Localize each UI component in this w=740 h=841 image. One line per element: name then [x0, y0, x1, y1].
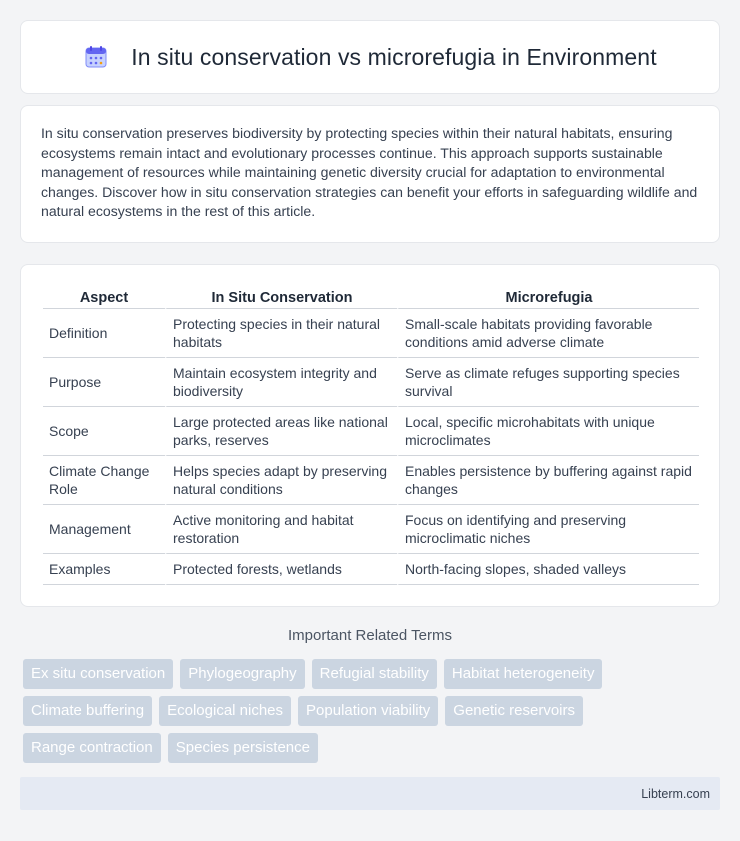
- page-title: In situ conservation vs microrefugia in Environment: [131, 43, 657, 70]
- footer-brand-link[interactable]: Libterm.com: [641, 786, 710, 801]
- table-cell: Helps species adapt by preserving natural conditions: [165, 456, 397, 505]
- table-cell: Small-scale habitats providing favorable conditions amid adverse climate: [397, 309, 699, 358]
- related-terms-title: Important Related Terms: [288, 627, 452, 644]
- table-row: [43, 309, 699, 358]
- table-cell: Focus on identifying and preserving microclimatic niches: [397, 505, 699, 554]
- table-cell: Definition: [43, 309, 165, 358]
- header-aspect: Aspect: [43, 285, 165, 309]
- table-header-row: [43, 285, 699, 309]
- related-term-tag[interactable]: Species persistence: [168, 733, 318, 763]
- table-cell: Protected forests, wetlands: [165, 554, 397, 585]
- table-cell: Serve as climate refuges supporting species survival: [397, 358, 699, 407]
- related-term-tag[interactable]: Ex situ conservation: [23, 659, 173, 689]
- table-cell: Active monitoring and habitat restoration: [165, 505, 397, 554]
- related-term-tag[interactable]: Climate buffering: [23, 696, 152, 726]
- table-cell: Enables persistence by buffering against rapid changes: [397, 456, 699, 505]
- table-cell: Protecting species in their natural habitats: [165, 309, 397, 358]
- table-cell: Scope: [43, 407, 165, 456]
- table-cell: Local, specific microhabitats with unique microclimates: [397, 407, 699, 456]
- table-row: [43, 456, 699, 505]
- tag-row: [23, 733, 723, 763]
- table-cell: Large protected areas like national parks, reserves: [165, 407, 397, 456]
- intro-text: In situ conservation preserves biodiversity by protecting species within their natural habitats, ensuring ecosystems remain intact and evolutionary processes continue. This approach supports sustainable management of resources while maintaining genetic diversity crucial for adaptation to environmental changes. Discover how in situ conservation strategies can benefit your efforts in safeguarding wildlife and natural ecosystems in the rest of this article.: [41, 125, 698, 220]
- table-row: [43, 505, 699, 554]
- table-cell: Examples: [43, 554, 165, 585]
- footer-bar: [20, 777, 720, 810]
- related-term-tag[interactable]: Refugial stability: [312, 659, 437, 689]
- table-row: [43, 554, 699, 585]
- table-cell: Maintain ecosystem integrity and biodiversity: [165, 358, 397, 407]
- header-in-situ: In Situ Conservation: [165, 285, 397, 309]
- header-microrefugia: Microrefugia: [397, 285, 699, 309]
- table-row: [43, 358, 699, 407]
- related-term-tag[interactable]: Ecological niches: [159, 696, 291, 726]
- related-term-tag[interactable]: Population viability: [298, 696, 438, 726]
- comparison-table-card: [20, 264, 720, 607]
- table-cell: Purpose: [43, 358, 165, 407]
- related-term-tag[interactable]: Habitat heterogeneity: [444, 659, 603, 689]
- related-term-tag[interactable]: Range contraction: [23, 733, 161, 763]
- header-card: [20, 20, 720, 94]
- related-term-tag[interactable]: Phylogeography: [180, 659, 304, 689]
- table-row: [43, 407, 699, 456]
- calendar-icon: [83, 44, 109, 70]
- comparison-table: [43, 285, 699, 585]
- intro-card: [20, 105, 720, 243]
- tag-row: [23, 696, 723, 726]
- table-cell: North-facing slopes, shaded valleys: [397, 554, 699, 585]
- related-terms-list: [23, 659, 723, 770]
- tag-row: [23, 659, 723, 689]
- related-term-tag[interactable]: Genetic reservoirs: [445, 696, 583, 726]
- table-cell: Management: [43, 505, 165, 554]
- table-cell: Climate Change Role: [43, 456, 165, 505]
